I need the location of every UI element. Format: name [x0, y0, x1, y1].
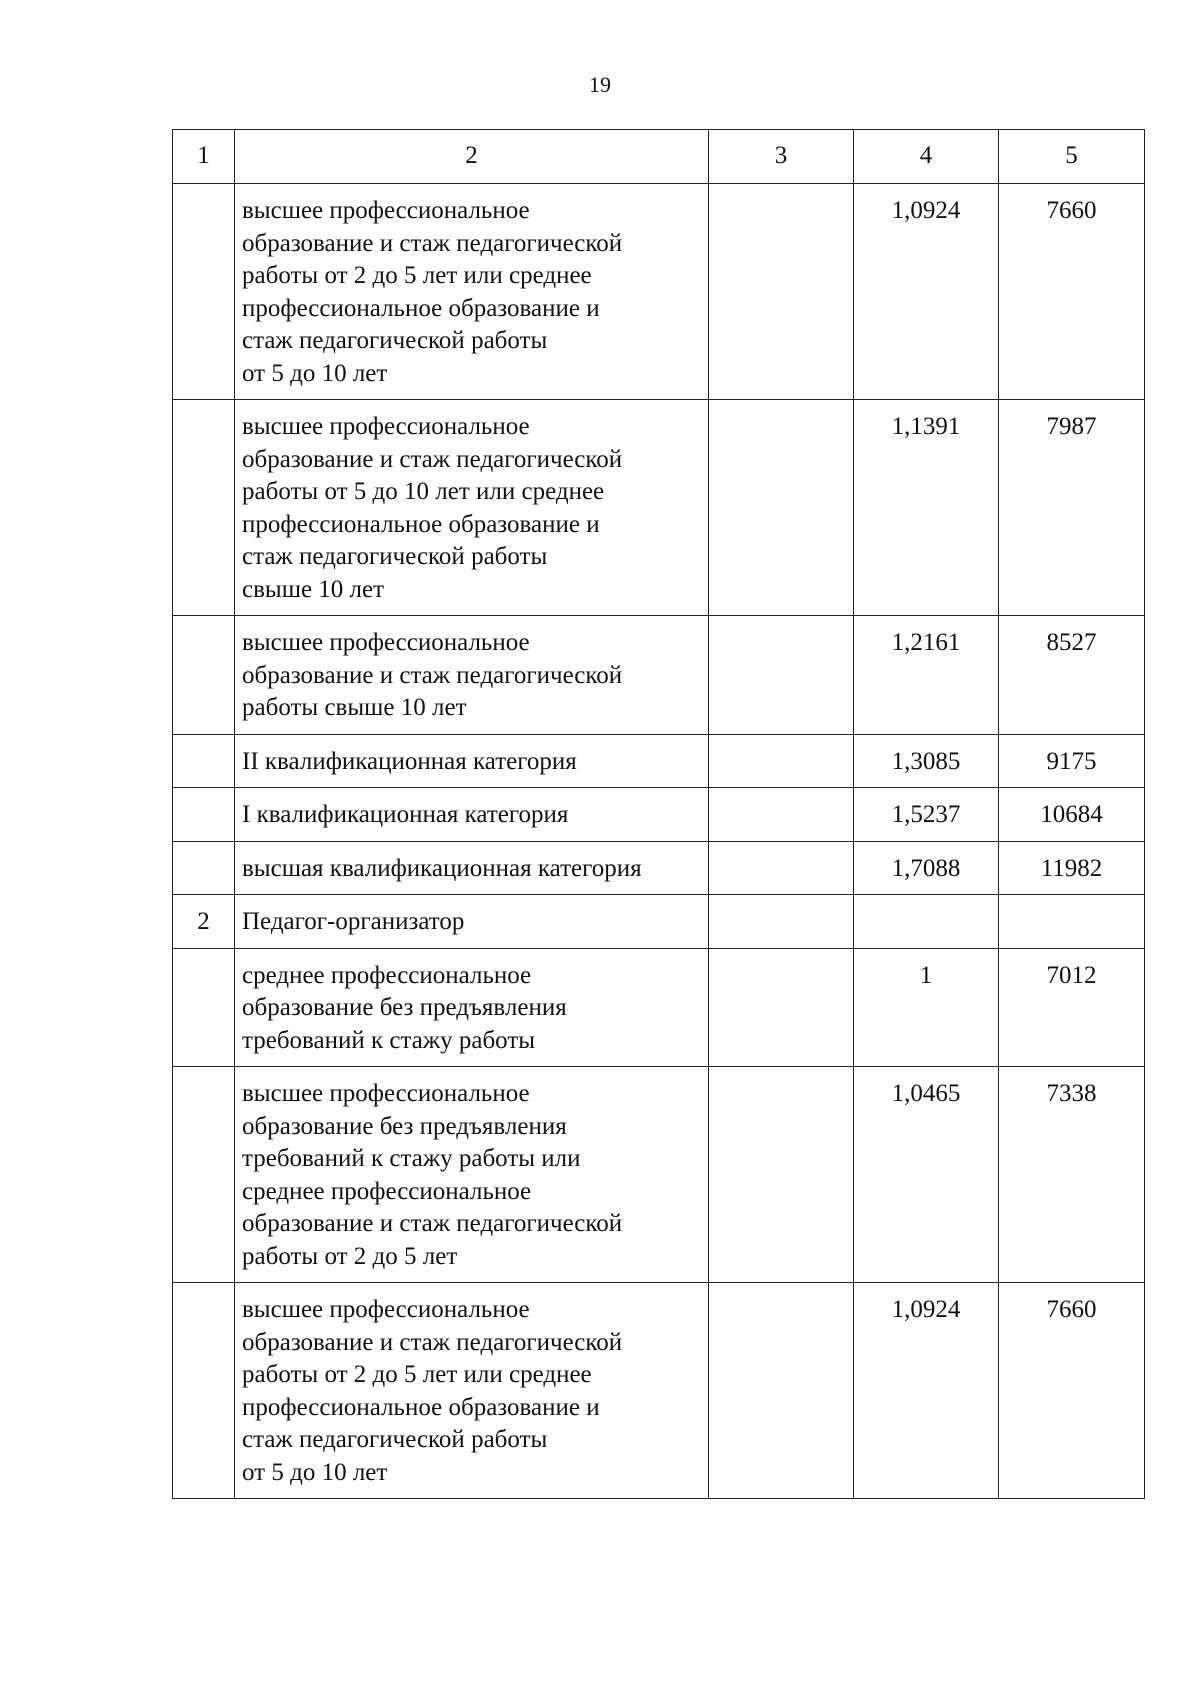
row-coefficient-cell-text: 1,0465	[891, 1080, 961, 1107]
row-salary-cell-text: 10684	[1040, 801, 1103, 828]
table-row	[173, 841, 1145, 895]
row-number-cell	[173, 1067, 235, 1283]
row-salary-cell-text: 7987	[1046, 413, 1097, 440]
row-salary-cell	[999, 400, 1145, 616]
row-coefficient-cell-text: 1,1391	[891, 413, 961, 440]
header-cell-1: 1	[173, 130, 235, 184]
row-salary-cell-text: 7338	[1046, 1080, 1097, 1107]
row-salary-cell-text: 7660	[1046, 197, 1097, 224]
row-salary-cell	[999, 1283, 1145, 1499]
row-description-cell-text: среднее профессиональное образование без предъявления требований к стажу работы	[242, 961, 567, 1054]
row-col3-cell	[709, 1283, 854, 1499]
table-row	[173, 1067, 1145, 1283]
row-coefficient-cell-text: 1,0924	[891, 197, 961, 224]
row-col3-cell	[709, 895, 854, 949]
row-description-cell-text: I квалификационная категория	[242, 801, 569, 828]
row-coefficient-cell-text: 1,5237	[891, 801, 961, 828]
row-coefficient-cell-text: 1,2161	[891, 629, 961, 656]
row-coefficient-cell	[854, 400, 999, 616]
row-salary-cell	[999, 788, 1145, 842]
row-description-cell-text: II квалификационная категория	[242, 747, 577, 775]
table-row	[173, 788, 1145, 842]
row-coefficient-cell-text: 1,3085	[891, 747, 961, 775]
row-salary-cell	[999, 734, 1145, 788]
row-number-cell	[173, 734, 235, 788]
row-coefficient-cell	[854, 616, 999, 735]
row-description-cell	[235, 841, 709, 895]
page-number: 19	[589, 72, 611, 97]
row-salary-cell	[999, 616, 1145, 735]
row-number-cell	[173, 948, 235, 1067]
row-salary-cell-text: 11982	[1040, 854, 1103, 882]
salary-table-body	[173, 130, 1145, 1499]
header-cell-5: 5	[999, 130, 1145, 184]
table-row	[173, 184, 1145, 400]
row-coefficient-cell	[854, 1067, 999, 1283]
row-salary-cell-text: 9175	[1046, 747, 1097, 775]
header-cell-3: 3	[709, 130, 854, 184]
row-description-cell	[235, 948, 709, 1067]
header-cell-4: 4	[854, 130, 999, 184]
row-number-cell	[173, 184, 235, 400]
row-salary-cell	[999, 1067, 1145, 1283]
row-description-cell-text: высшее профессиональное образование и стаж педагогической работы от 2 до 5 лет или среднее профессиональное образование и стаж педагогической работы от 5 до 10 лет	[242, 197, 623, 387]
row-coefficient-cell-text: 1	[919, 961, 933, 989]
table-row	[173, 734, 1145, 788]
row-salary-cell-text: 8527	[1046, 629, 1097, 656]
row-col3-cell	[709, 1067, 854, 1283]
row-description-cell	[235, 734, 709, 788]
table-row	[173, 1283, 1145, 1499]
row-col3-cell	[709, 400, 854, 616]
row-description-cell	[235, 788, 709, 842]
row-description-cell	[235, 184, 709, 400]
row-salary-cell-text: 7660	[1046, 1296, 1097, 1323]
row-salary-cell	[999, 184, 1145, 400]
row-col3-cell	[709, 948, 854, 1067]
table-header-row	[173, 130, 1145, 184]
row-description-cell	[235, 895, 709, 949]
row-coefficient-cell	[854, 184, 999, 400]
row-description-cell	[235, 1283, 709, 1499]
row-description-cell	[235, 616, 709, 735]
row-number-cell	[173, 616, 235, 735]
row-number-cell	[173, 895, 235, 949]
row-coefficient-cell-text: 1,0924	[891, 1296, 961, 1323]
table-row	[173, 400, 1145, 616]
row-salary-cell	[999, 895, 1145, 949]
row-number-cell	[173, 1283, 235, 1499]
row-coefficient-cell	[854, 1283, 999, 1499]
row-description-cell-text: Педагог-организатор	[242, 908, 465, 935]
row-salary-cell-text: 7012	[1046, 961, 1097, 989]
row-number-cell	[173, 400, 235, 616]
table-row	[173, 616, 1145, 735]
table-row	[173, 948, 1145, 1067]
row-coefficient-cell-text: 1,7088	[891, 854, 961, 882]
row-coefficient-cell	[854, 948, 999, 1067]
row-salary-cell	[999, 841, 1145, 895]
header-cell-2: 2	[235, 130, 709, 184]
row-coefficient-cell	[854, 788, 999, 842]
row-col3-cell	[709, 734, 854, 788]
row-description-cell	[235, 1067, 709, 1283]
salary-table	[172, 129, 1145, 1499]
row-description-cell-text: высшая квалификационная категория	[242, 854, 642, 882]
row-number-cell	[173, 788, 235, 842]
row-col3-cell	[709, 616, 854, 735]
row-description-cell	[235, 400, 709, 616]
table-row	[173, 895, 1145, 949]
row-col3-cell	[709, 184, 854, 400]
row-coefficient-cell	[854, 841, 999, 895]
row-number-cell	[173, 841, 235, 895]
row-col3-cell	[709, 841, 854, 895]
row-description-cell-text: высшее профессиональное образование без предъявления требований к стажу работы или среднее профессиональное образование и стаж педагогической работы от 2 до 5 лет	[242, 1080, 623, 1270]
row-salary-cell	[999, 948, 1145, 1067]
row-coefficient-cell	[854, 734, 999, 788]
row-description-cell-text: высшее профессиональное образование и стаж педагогической работы от 5 до 10 лет или среднее профессиональное образование и стаж педагогической работы свыше 10 лет	[242, 413, 623, 603]
row-number-cell-text: 2	[197, 908, 210, 935]
row-coefficient-cell	[854, 895, 999, 949]
row-description-cell-text: высшее профессиональное образование и стаж педагогической работы свыше 10 лет	[242, 629, 623, 721]
row-description-cell-text: высшее профессиональное образование и стаж педагогической работы от 2 до 5 лет или среднее профессиональное образование и стаж педагогической работы от 5 до 10 лет	[242, 1296, 623, 1486]
row-col3-cell	[709, 788, 854, 842]
